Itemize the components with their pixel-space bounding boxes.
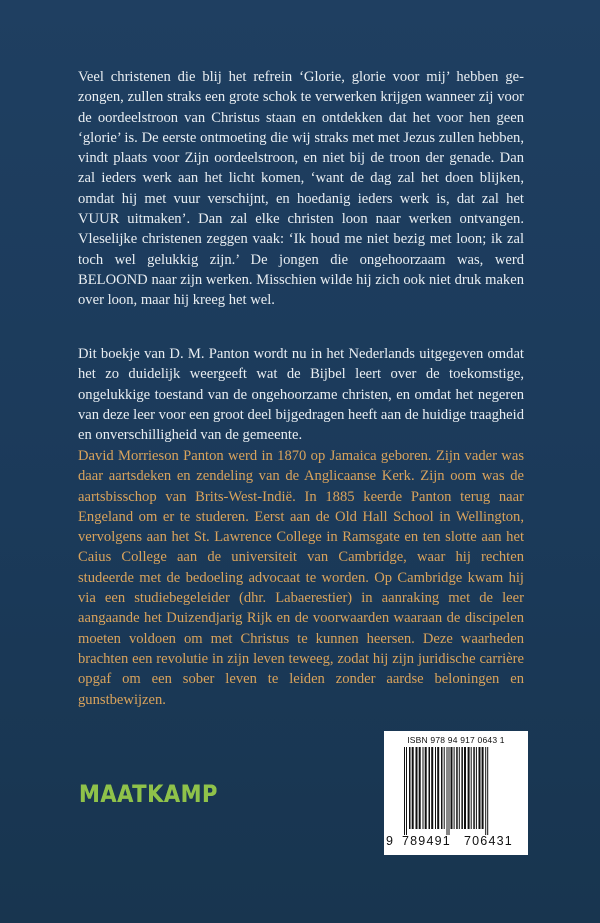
- barcode-bar: [485, 747, 486, 835]
- barcode-bar: [482, 747, 484, 829]
- barcode-left-group: 789491: [402, 834, 451, 848]
- barcode-bar: [429, 747, 431, 829]
- barcode-bar: [447, 747, 448, 835]
- barcode-bar: [437, 747, 439, 829]
- barcode-bar: [412, 747, 414, 829]
- barcode-icon: [396, 747, 516, 835]
- barcode-bar: [468, 747, 470, 829]
- barcode-bar: [456, 747, 458, 829]
- publisher-logo: MAATKAMP: [79, 780, 218, 808]
- barcode-first-digit: 9: [386, 834, 393, 848]
- barcode-bar: [425, 747, 427, 829]
- barcode-bar: [423, 747, 424, 829]
- barcode-bar: [441, 747, 443, 829]
- barcode-bar: [464, 747, 466, 829]
- isbn-label: ISBN 978 94 917 0643 1: [407, 735, 505, 745]
- isbn-barcode: [384, 731, 528, 855]
- barcode-right-group: 706431: [464, 834, 513, 848]
- barcode-bar: [444, 747, 445, 829]
- barcode-bar: [473, 747, 475, 829]
- barcode-bar: [409, 747, 411, 829]
- barcode-bar: [479, 747, 481, 829]
- barcode-bar: [435, 747, 436, 829]
- barcode-bar: [449, 747, 450, 835]
- barcode-bar: [471, 747, 472, 829]
- barcode-bar: [404, 747, 405, 835]
- barcode-bar: [461, 747, 463, 829]
- barcode-bar: [451, 747, 453, 829]
- barcode-bar: [431, 747, 433, 829]
- author-bio: David Morrieson Panton werd in 1870 op Jamaica geboren. Zijn vader was daar aartsdeken en zendeling van de Anglicaanse Kerk. Zijn oom was de aartsbisschop van Brits-West-Indië. In 1885 keerde Panton terug naar Engeland om er te studeren. Eerst aan de Old Hall School in Wellington, vervolgens aan het St. Lawrence College in Ramsgate en ten slotte aan het Caius College aan de universiteit van Cambridge, waar hij rechten studeerde met de bedoeling advocaat te worden. Op Cambridge kwam hij via een studiebegeleider (dhr. Labaerestier) in aanraking met de leer aangaande het Duizendjarig Rijk en de voorwaarden waaraan de discipelen moeten voldoen om met Christus te kunnen heersen. Deze waarheden brachten een revolutie in zijn leven teweeg, zodat hij zijn juridische carrière opgaf om een sober leven te leiden zonder aardse beloningen en gunstbewijzen.: [78, 448, 524, 708]
- blurb-paragraph-2: Dit boekje van D. M. Panton wordt nu in het Nederlands uitgegeven omdat het zo duidelijk weergeeft wat de Bijbel leert over de toekomstige, ongelukkige toestand van de ongehoorzame christen, en omdat het negeren van deze leer voor een groot deel bijgedragen heeft aan de huidige traagheid en onverschilligheid van de gemeente.: [78, 346, 524, 444]
- blurb-paragraph-1: Veel christenen die blij het refrein ‘Glorie, glorie voor mij’ hebben gezongen, zullen straks een grote schok te verwerken krijgen wanneer zij voor de oordeelstroon van Christus staan en ontdekken dat het voor hen geen ‘glorie’ is. De eerste ontmoeting die wij straks met met Jezus zullen hebben, vindt plaats voor Zijn oordeelstroon, en niet bij de troon der genade. Dan zal ieders werk aan het licht komen, ‘want de dag zal het doen blijken, omdat hij met vuur verschijnt, en hoedanig ieders werk is, dat zal het VUUR uitmaken’. Dan zal elke christen loon naar werken ontvangen. Vleselijke christenen zeggen vaak: ‘Ik houd me niet bezig met loon; ik zal toch wel gelukkig zijn.’ De jongen die ongehoorzaam was, werd BELOOND naar zijn werken. Misschien wilde hij zich ook niet druk maken over loon, maar hij kreeg het wel.: [78, 69, 524, 309]
- barcode-bar: [454, 747, 455, 829]
- barcode-bar: [416, 747, 418, 829]
- barcode-bar: [459, 747, 460, 829]
- barcode-bar: [487, 747, 488, 835]
- barcode-bar: [406, 747, 407, 835]
- barcode-bar: [419, 747, 421, 829]
- barcode-bar: [476, 747, 477, 829]
